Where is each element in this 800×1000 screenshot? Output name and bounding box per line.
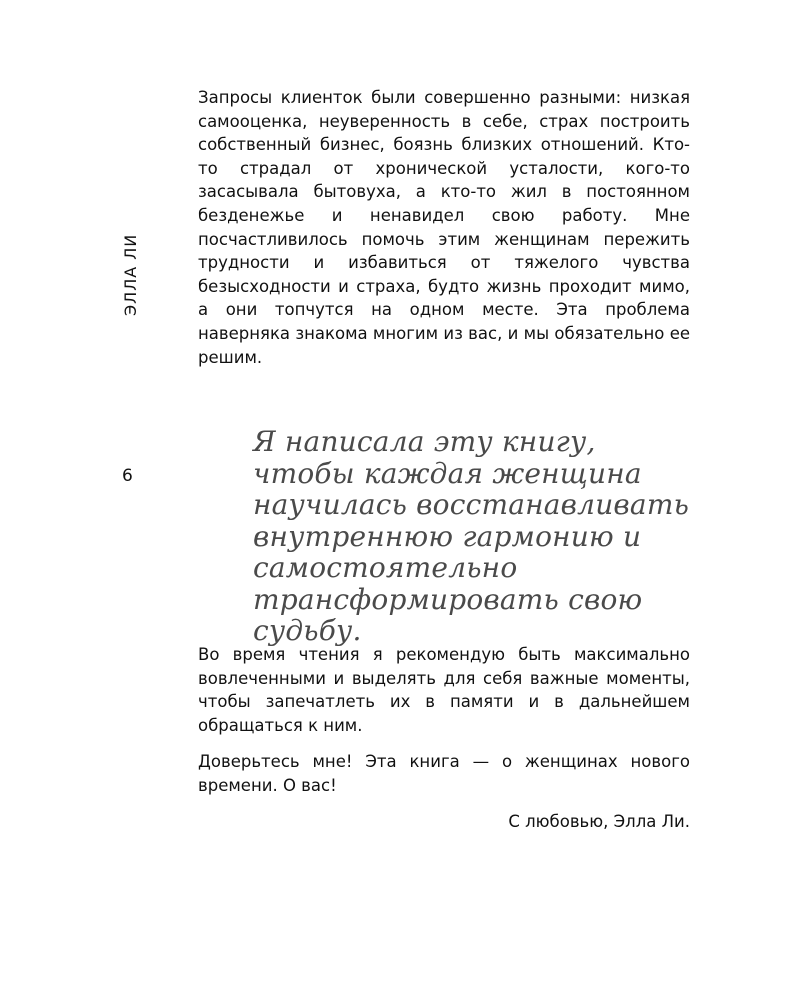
body-paragraph-3-container	[198, 750, 690, 797]
body-paragraph: Запросы клиенток были совершенно разными: низкая самооценка, неуверенность в себе, страх построить собственный бизнес, боязнь близких отношений. Кто-то страдал от хронической усталости, кого-то засасывала бытовуха, а кто-то жил в постоянном безденежье и ненавидел свою работу. Мне посчастливилось помочь этим женщинам пережить трудности и избавиться от тяжелого чувства безысходности и страха, будто жизнь проходит мимо, а они топчутся на одном месте. Эта проблема наверняка знакома многим из вас, и мы обязательно ее решим.	[198, 88, 690, 367]
running-head-author: ЭЛЛА ЛИ	[121, 233, 140, 316]
author-signature: С любовью, Элла Ли.	[508, 812, 690, 831]
body-paragraph: Во время чтения я рекомендую быть максимально вовлеченными и выделять для себя важные моменты, чтобы запечатлеть их в памяти и в дальнейшем обращаться к ним.	[198, 645, 690, 735]
page-number: 6	[122, 466, 133, 486]
body-paragraph-1-container	[198, 86, 690, 369]
pull-quote: Я написала эту книгу, чтобы каждая женщина научилась восстанавливать внутреннюю гармонию и самостоятельно трансформировать свою судьбу.	[253, 425, 690, 647]
body-paragraph: Доверьтесь мне! Эта книга — о женщинах нового времени. О вас!	[198, 752, 690, 795]
body-paragraph-2-container	[198, 643, 690, 737]
